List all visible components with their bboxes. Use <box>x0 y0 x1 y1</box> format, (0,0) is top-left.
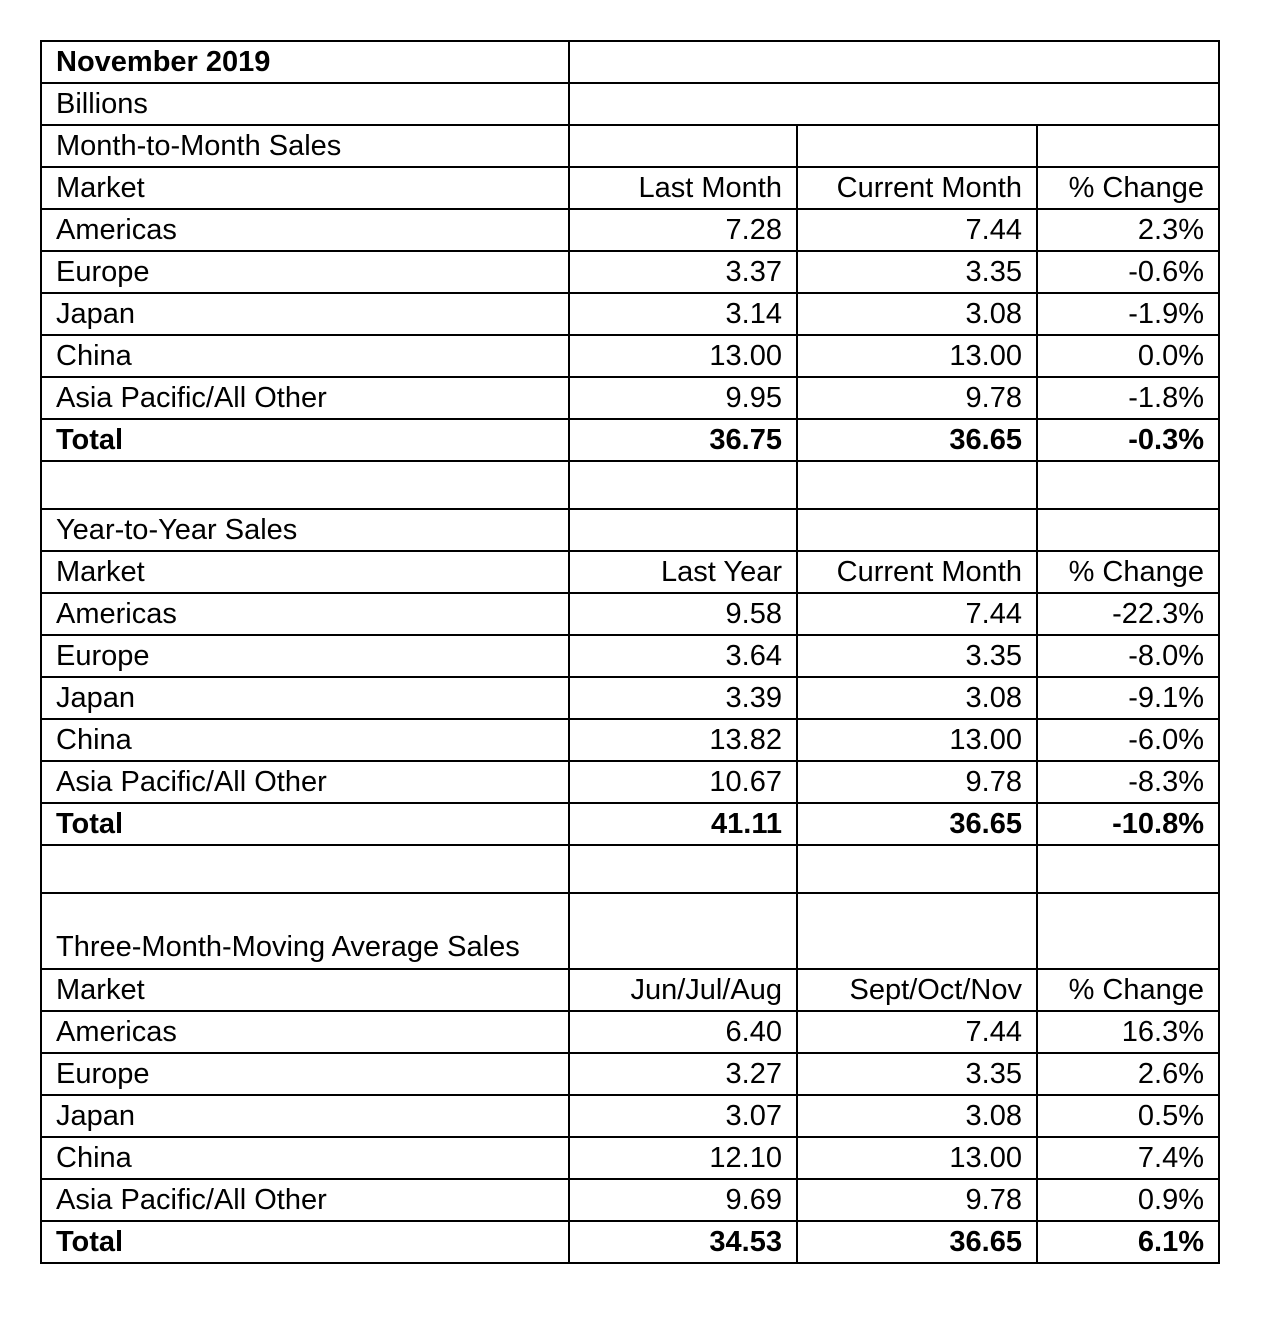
cell-col-b: 13.00 <box>797 335 1037 377</box>
cell-pct-change: 16.3% <box>1037 1011 1219 1053</box>
spacer-row <box>41 461 1219 509</box>
cell-market: China <box>41 1137 569 1179</box>
cell-pct-change: -8.0% <box>1037 635 1219 677</box>
cell-market: China <box>41 719 569 761</box>
spacer-row <box>41 845 1219 893</box>
cell-pct-change: -22.3% <box>1037 593 1219 635</box>
cell-pct-change: -1.9% <box>1037 293 1219 335</box>
cell-pct-change: 0.9% <box>1037 1179 1219 1221</box>
column-header-col-b: Current Month <box>797 167 1037 209</box>
section-name: Three-Month-Moving Average Sales <box>41 893 569 969</box>
cell-col-b: 3.08 <box>797 677 1037 719</box>
cell-pct-change: 2.6% <box>1037 1053 1219 1095</box>
total-market: Total <box>41 419 569 461</box>
cell-col-a: 13.00 <box>569 335 797 377</box>
cell-col-a: 3.07 <box>569 1095 797 1137</box>
unit-label: Billions <box>41 83 569 125</box>
header-row <box>41 167 1219 209</box>
sales-table <box>40 40 1220 1264</box>
total-col-a: 36.75 <box>569 419 797 461</box>
empty-cell <box>569 509 797 551</box>
table-row <box>41 1011 1219 1053</box>
empty-cell <box>1037 125 1219 167</box>
total-col-a: 34.53 <box>569 1221 797 1263</box>
cell-col-b: 3.35 <box>797 1053 1037 1095</box>
cell-col-b: 7.44 <box>797 593 1037 635</box>
total-pct-change: 6.1% <box>1037 1221 1219 1263</box>
cell-col-b: 3.35 <box>797 635 1037 677</box>
sales-report <box>40 40 1218 1264</box>
table-row <box>41 377 1219 419</box>
cell-market: Asia Pacific/All Other <box>41 377 569 419</box>
section-name: Month-to-Month Sales <box>41 125 569 167</box>
empty-cell <box>569 845 797 893</box>
cell-market: Americas <box>41 1011 569 1053</box>
column-header-pct-change: % Change <box>1037 167 1219 209</box>
cell-pct-change: 2.3% <box>1037 209 1219 251</box>
table-row <box>41 1179 1219 1221</box>
cell-col-b: 7.44 <box>797 209 1037 251</box>
empty-cell <box>41 845 569 893</box>
empty-cell <box>569 41 1219 83</box>
empty-cell <box>569 461 797 509</box>
table-row <box>41 293 1219 335</box>
empty-cell <box>569 83 1219 125</box>
column-header-market: Market <box>41 167 569 209</box>
cell-col-a: 7.28 <box>569 209 797 251</box>
cell-col-b: 9.78 <box>797 377 1037 419</box>
cell-col-b: 9.78 <box>797 761 1037 803</box>
cell-col-b: 13.00 <box>797 1137 1037 1179</box>
cell-market: Europe <box>41 251 569 293</box>
cell-col-b: 9.78 <box>797 1179 1037 1221</box>
title-row <box>41 41 1219 83</box>
cell-col-b: 3.08 <box>797 1095 1037 1137</box>
report-title: November 2019 <box>41 41 569 83</box>
empty-cell <box>1037 509 1219 551</box>
empty-cell <box>41 461 569 509</box>
empty-cell <box>569 125 797 167</box>
empty-cell <box>569 893 797 969</box>
column-header-market: Market <box>41 551 569 593</box>
cell-col-a: 10.67 <box>569 761 797 803</box>
column-header-col-a: Jun/Jul/Aug <box>569 969 797 1011</box>
column-header-col-b: Sept/Oct/Nov <box>797 969 1037 1011</box>
cell-market: Japan <box>41 677 569 719</box>
total-market: Total <box>41 1221 569 1263</box>
cell-pct-change: 7.4% <box>1037 1137 1219 1179</box>
section-name: Year-to-Year Sales <box>41 509 569 551</box>
cell-pct-change: -0.6% <box>1037 251 1219 293</box>
total-row <box>41 803 1219 845</box>
cell-col-a: 3.39 <box>569 677 797 719</box>
empty-cell <box>797 845 1037 893</box>
total-pct-change: -0.3% <box>1037 419 1219 461</box>
total-col-b: 36.65 <box>797 803 1037 845</box>
cell-market: Europe <box>41 1053 569 1095</box>
table-row <box>41 593 1219 635</box>
cell-col-a: 3.27 <box>569 1053 797 1095</box>
column-header-col-a: Last Year <box>569 551 797 593</box>
empty-cell <box>797 509 1037 551</box>
cell-market: China <box>41 335 569 377</box>
cell-market: Europe <box>41 635 569 677</box>
column-header-col-a: Last Month <box>569 167 797 209</box>
table-row <box>41 719 1219 761</box>
unit-row <box>41 83 1219 125</box>
section-name-row <box>41 893 1219 969</box>
cell-pct-change: 0.0% <box>1037 335 1219 377</box>
cell-col-a: 13.82 <box>569 719 797 761</box>
sales-table-body <box>41 41 1219 1263</box>
section-name-row <box>41 509 1219 551</box>
cell-col-b: 7.44 <box>797 1011 1037 1053</box>
cell-market: Japan <box>41 1095 569 1137</box>
cell-pct-change: -8.3% <box>1037 761 1219 803</box>
total-col-a: 41.11 <box>569 803 797 845</box>
column-header-pct-change: % Change <box>1037 969 1219 1011</box>
cell-col-a: 3.14 <box>569 293 797 335</box>
table-row <box>41 677 1219 719</box>
cell-col-a: 3.64 <box>569 635 797 677</box>
total-col-b: 36.65 <box>797 419 1037 461</box>
cell-market: Asia Pacific/All Other <box>41 1179 569 1221</box>
header-row <box>41 551 1219 593</box>
total-row <box>41 419 1219 461</box>
cell-market: Americas <box>41 209 569 251</box>
section-name-row <box>41 125 1219 167</box>
column-header-pct-change: % Change <box>1037 551 1219 593</box>
total-row <box>41 1221 1219 1263</box>
table-row <box>41 1137 1219 1179</box>
empty-cell <box>1037 461 1219 509</box>
empty-cell <box>1037 893 1219 969</box>
total-market: Total <box>41 803 569 845</box>
cell-market: Americas <box>41 593 569 635</box>
cell-col-a: 9.69 <box>569 1179 797 1221</box>
total-pct-change: -10.8% <box>1037 803 1219 845</box>
cell-col-a: 9.58 <box>569 593 797 635</box>
empty-cell <box>1037 845 1219 893</box>
table-row <box>41 1053 1219 1095</box>
empty-cell <box>797 461 1037 509</box>
table-row <box>41 635 1219 677</box>
table-row <box>41 335 1219 377</box>
cell-col-b: 13.00 <box>797 719 1037 761</box>
cell-col-a: 6.40 <box>569 1011 797 1053</box>
cell-col-a: 9.95 <box>569 377 797 419</box>
cell-pct-change: -9.1% <box>1037 677 1219 719</box>
cell-col-b: 3.35 <box>797 251 1037 293</box>
table-row <box>41 209 1219 251</box>
cell-col-a: 12.10 <box>569 1137 797 1179</box>
column-header-col-b: Current Month <box>797 551 1037 593</box>
table-row <box>41 761 1219 803</box>
cell-pct-change: -6.0% <box>1037 719 1219 761</box>
cell-pct-change: -1.8% <box>1037 377 1219 419</box>
cell-col-b: 3.08 <box>797 293 1037 335</box>
cell-market: Japan <box>41 293 569 335</box>
cell-col-a: 3.37 <box>569 251 797 293</box>
table-row <box>41 1095 1219 1137</box>
total-col-b: 36.65 <box>797 1221 1037 1263</box>
cell-market: Asia Pacific/All Other <box>41 761 569 803</box>
cell-pct-change: 0.5% <box>1037 1095 1219 1137</box>
table-row <box>41 251 1219 293</box>
column-header-market: Market <box>41 969 569 1011</box>
header-row <box>41 969 1219 1011</box>
empty-cell <box>797 893 1037 969</box>
empty-cell <box>797 125 1037 167</box>
